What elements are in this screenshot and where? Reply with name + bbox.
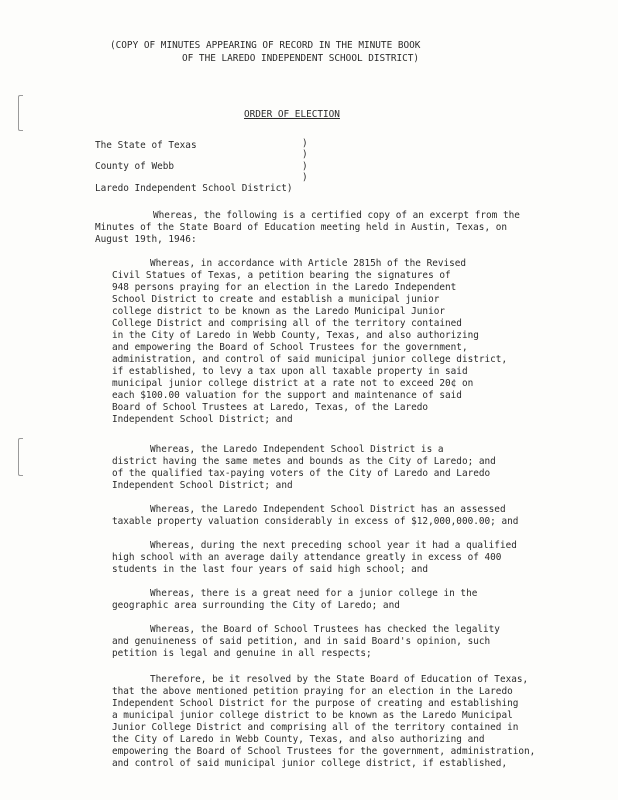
para1-line-11: municipal junior college district at a rate not to exceed 20¢ on [112,378,474,389]
para6-line-3: petition is legal and genuine in all respects; [112,648,372,659]
intro-line-2: Minutes of the State Board of Education meeting held in Austin, Texas, on [95,222,508,233]
intro-line-3: August 19th, 1946: [95,234,197,245]
para3-line-2: taxable property valuation considerably in excess of $12,000,000.00; and [112,516,519,527]
binder-mark-middle [18,438,23,476]
intro-line-1: Whereas, the following is a certified copy of an excerpt from the [153,210,520,221]
para1-line-12: each $100.00 valuation for the support and maintenance of said [112,390,462,401]
para3-line-1: Whereas, the Laredo Independent School District has an assessed [150,504,506,515]
para1-line-9: administration, and control of said municipal junior college district, [112,354,508,365]
para2-line-2: district having the same metes and bounds as the City of Laredo; and [112,456,496,467]
para2-line-3: of the qualified tax-paying voters of the City of Laredo and Laredo [112,468,491,479]
caption-bracket-3: ) [302,161,308,172]
para4-line-3: students in the last four years of said high school; and [112,564,429,575]
para7-line-7: empowering the Board of School Trustees for the government, administration, [112,746,536,757]
para1-line-6: College District and comprising all of the territory contained [112,318,462,329]
para7-line-3: Independent School District for the purpose of creating and establishing [112,698,519,709]
caption-county: County of Webb [95,161,175,172]
para1-line-14: Independent School District; and [112,414,293,425]
para2-line-4: Independent School District; and [112,480,293,491]
caption-state: The State of Texas [95,140,197,151]
para1-line-1: Whereas, in accordance with Article 2815h of the Revised [150,258,467,269]
para1-line-4: School District to create and establish a municipal junior [112,294,440,305]
para1-line-10: if established, to levy a tax upon all taxable property in said [112,366,468,377]
para7-line-1: Therefore, be it resolved by the State Board of Education of Texas, [150,674,529,685]
para7-line-5: Junior College District and comprising all of the territory contained in [112,722,519,733]
para1-line-8: and empowering the Board of School Trustees for the government, [112,342,468,353]
caption-district: Laredo Independent School District) [95,183,293,194]
header-line-1: (COPY OF MINUTES APPEARING OF RECORD IN THE MINUTE BOOK [110,40,421,51]
para7-line-8: and control of said municipal junior college district, if established, [112,758,508,769]
page-title: ORDER OF ELECTION [244,109,340,120]
caption-bracket-4: ) [302,172,308,183]
para7-line-4: a municipal junior college district to be known as the Laredo Municipal [112,710,513,721]
para7-line-2: that the above mentioned petition praying for an election in the Laredo [112,686,513,697]
para1-line-7: in the City of Laredo in Webb County, Texas, and also authorizing [112,330,479,341]
header-line-2: OF THE LAREDO INDEPENDENT SCHOOL DISTRICT) [182,53,420,64]
para4-line-1: Whereas, during the next preceding school year it had a qualified [150,540,517,551]
binder-mark-top [18,95,23,131]
para1-line-5: college district to be known as the Laredo Municipal Junior [112,306,446,317]
para4-line-2: high school with an average daily attendance greatly in excess of 400 [112,552,502,563]
para6-line-1: Whereas, the Board of School Trustees has checked the legality [150,624,500,635]
para5-line-1: Whereas, there is a great need for a junior college in the [150,588,478,599]
para1-line-13: Board of School Trustees at Laredo, Texas, of the Laredo [112,402,429,413]
para5-line-2: geographic area surrounding the City of Laredo; and [112,600,400,611]
para1-line-3: 948 persons praying for an election in the Laredo Independent [112,282,457,293]
para7-line-6: the City of Laredo in Webb County, Texas, and also authorizing and [112,734,485,745]
caption-bracket-2: ) [302,149,308,160]
caption-bracket-1: ) [302,138,308,149]
para2-line-1: Whereas, the Laredo Independent School District is a [150,444,444,455]
para1-line-2: Civil Statues of Texas, a petition bearing the signatures of [112,270,451,281]
para6-line-2: and genuineness of said petition, and in said Board's opinion, such [112,636,491,647]
